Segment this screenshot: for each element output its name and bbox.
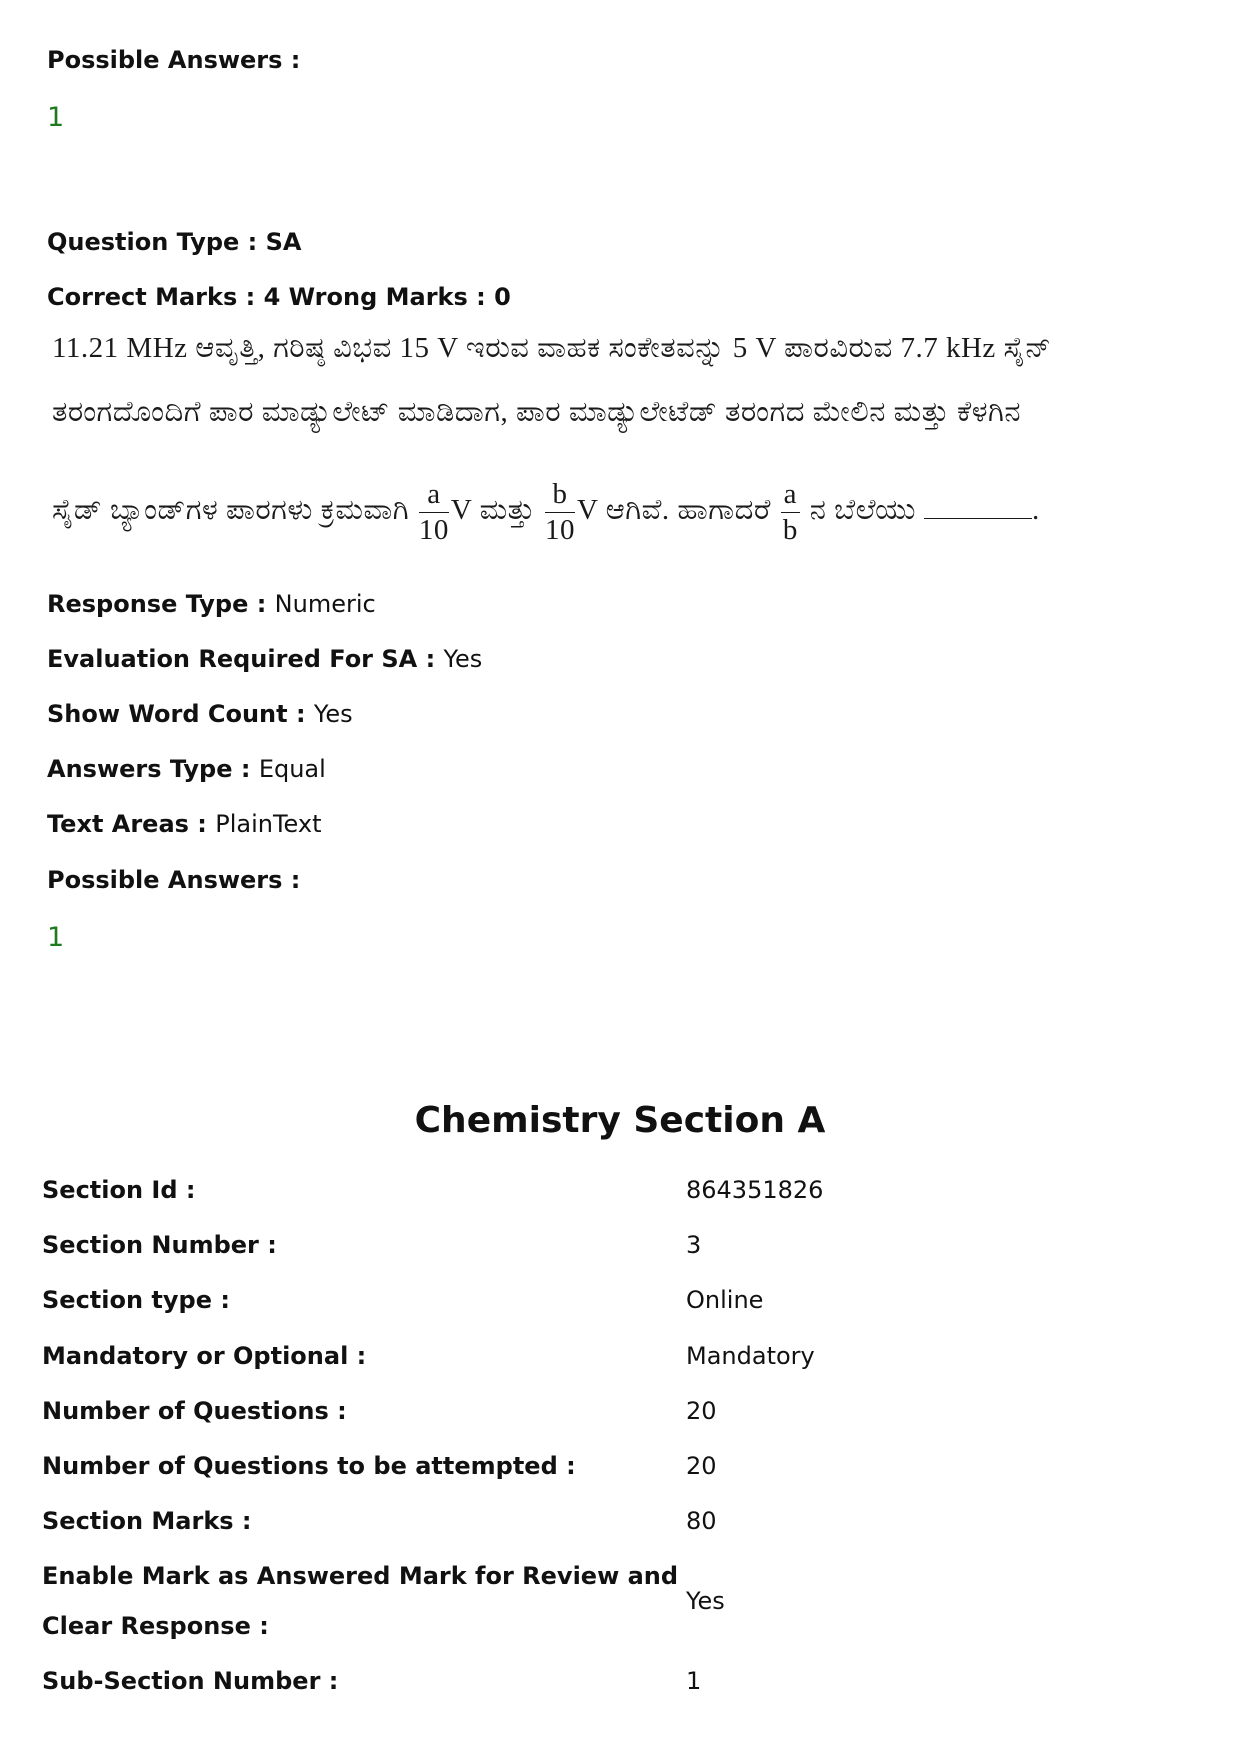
unit-volt-1: V: [450, 494, 472, 527]
num-questions-value: 20: [686, 1397, 717, 1425]
line3-part-2: ಮತ್ತು: [479, 494, 536, 527]
section-title: Chemistry Section A: [414, 1100, 826, 1141]
question-text-line-3: [52, 480, 1040, 545]
question-possible-answers-label: Possible Answers :: [47, 866, 301, 894]
evaluation-required: Evaluation Required For SA : Yes: [47, 645, 483, 673]
possible-answers-label: Possible Answers :: [47, 46, 301, 74]
possible-answers-value: 1: [47, 102, 65, 133]
fraction-a-over-10: $\frac{a}{10}$: [418, 478, 449, 546]
fraction-b-over-10: $\frac{b}{10}$: [544, 478, 575, 546]
num-questions-label: Number of Questions :: [42, 1397, 347, 1425]
section-number-value: 3: [686, 1231, 702, 1259]
unit-volt-2: V: [576, 494, 598, 527]
mandatory-label: Mandatory or Optional :: [42, 1342, 367, 1370]
section-number-label: Section Number :: [42, 1231, 277, 1259]
num-attempt-value: 20: [686, 1452, 717, 1480]
section-id-label: Section Id :: [42, 1176, 196, 1204]
section-id-value: 864351826: [686, 1176, 824, 1204]
end-dot: .: [1031, 494, 1040, 527]
section-type-value: Online: [686, 1286, 764, 1314]
section-marks-value: 80: [686, 1507, 717, 1535]
sub-section-number-label: Sub-Section Number :: [42, 1667, 339, 1695]
question-text-line-2: ತರಂಗದೊಂದಿಗೆ ಪಾರ ಮಾಡ್ಯುಲೇಟ್ ಮಾಡಿದಾಗ, ಪಾರ ಮಾಡ್ಯುಲೇಟೆಡ್ ತರಂಗದ ಮೇಲಿನ ಮತ್ತು ಕೆಳಗಿನ: [52, 396, 1021, 428]
show-word-count: Show Word Count : Yes: [47, 700, 353, 728]
sub-section-number-value: 1: [686, 1667, 702, 1695]
answers-type: Answers Type : Equal: [47, 755, 326, 783]
section-marks-label: Section Marks :: [42, 1507, 252, 1535]
line3-part-4: ನ ಬೆಲೆಯು: [809, 494, 916, 527]
mandatory-value: Mandatory: [686, 1342, 815, 1370]
text-areas: Text Areas : PlainText: [47, 810, 322, 838]
answer-blank: [924, 518, 1032, 519]
enable-mark-label-line-2: Clear Response :: [42, 1612, 269, 1640]
line3-part-3: ಆಗಿವೆ. ಹಾಗಾದರೆ: [605, 494, 771, 527]
section-type-label: Section type :: [42, 1286, 230, 1314]
num-attempt-label: Number of Questions to be attempted :: [42, 1452, 576, 1480]
question-possible-answers-value: 1: [47, 922, 65, 953]
question-text-line-1: 11.21 MHz ಆವೃತ್ತಿ, ಗರಿಷ್ಠ ವಿಭವ 15 V ಇರುವ ವಾಹಕ ಸಂಕೇತವನ್ನು 5 V ಪಾರವಿರುವ 7.7 kHz ಸೈನ್: [52, 332, 1052, 364]
line3-part-1: ಸೈಡ್ ಬ್ಯಾಂಡ್‌ಗಳ ಪಾರಗಳು ಕ್ರಮವಾಗಿ: [52, 494, 410, 527]
enable-mark-value: Yes: [686, 1587, 725, 1615]
response-type: Response Type : Numeric: [47, 590, 376, 618]
question-type: Question Type : SA: [47, 228, 302, 256]
fraction-a-over-b: $\frac{a}{b}$: [781, 480, 800, 545]
enable-mark-label-line-1: Enable Mark as Answered Mark for Review and: [42, 1562, 679, 1590]
question-marks: Correct Marks : 4 Wrong Marks : 0: [47, 283, 511, 311]
